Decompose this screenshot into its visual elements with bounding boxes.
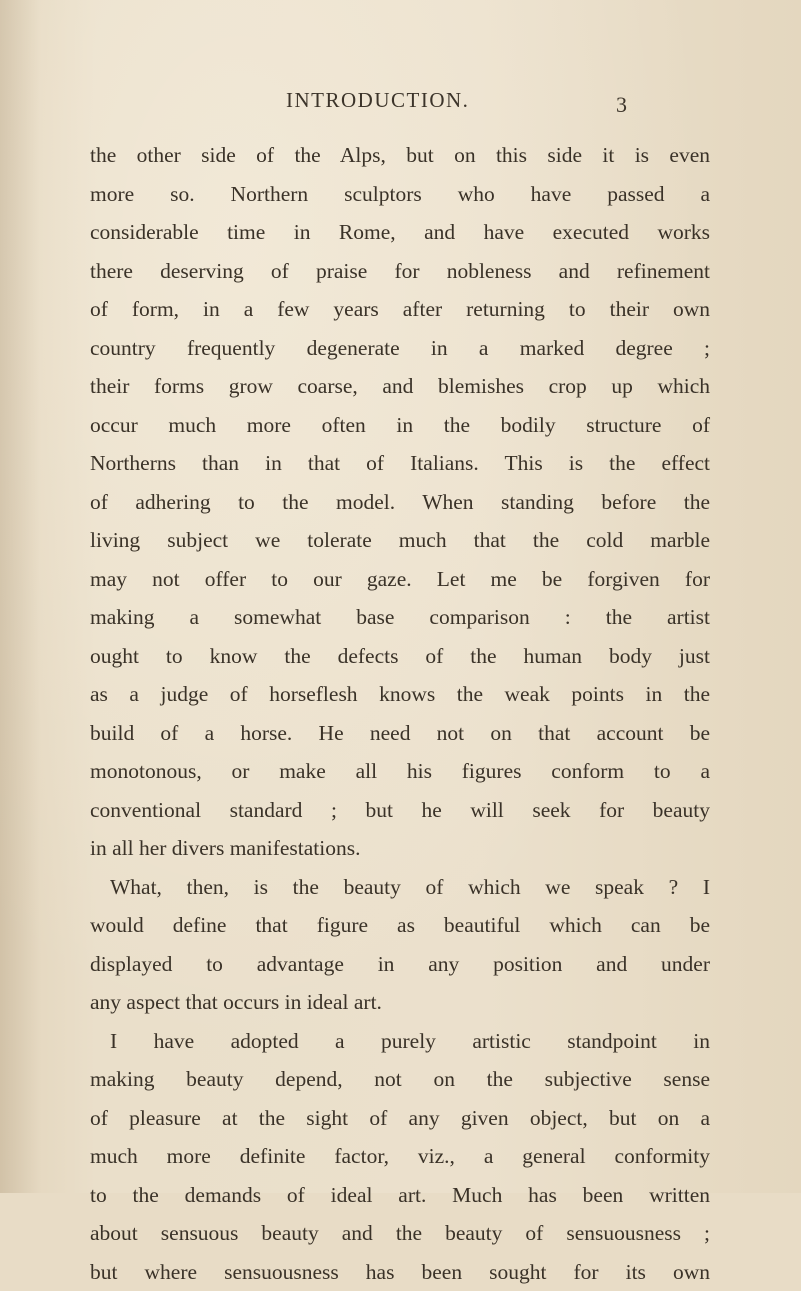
text-line: about sensuous beauty and the beauty of sensuousness ;: [90, 1214, 710, 1253]
body-text: [90, 136, 710, 1291]
text-line: ought to know the defects of the human body just: [90, 637, 710, 676]
text-line: much more definite factor, viz., a general conformity: [90, 1137, 710, 1176]
paragraph-end-line: any aspect that occurs in ideal art.: [90, 983, 710, 1022]
text-line: to the demands of ideal art. Much has been written: [90, 1176, 710, 1215]
page-edge-shadow: [0, 0, 40, 1193]
text-line: their forms grow coarse, and blemishes crop up which: [90, 367, 710, 406]
text-line: as a judge of horseflesh knows the weak points in the: [90, 675, 710, 714]
text-line: may not offer to our gaze. Let me be forgiven for: [90, 560, 710, 599]
text-line: of pleasure at the sight of any given object, but on a: [90, 1099, 710, 1138]
text-line: but where sensuousness has been sought for its own: [90, 1253, 710, 1291]
text-line: the other side of the Alps, but on this side it is even: [90, 136, 710, 175]
paragraph-end-line: in all her divers manifestations.: [90, 829, 710, 868]
running-title: INTRODUCTION.: [286, 88, 469, 113]
text-line: Northerns than in that of Italians. This is the effect: [90, 444, 710, 483]
text-line: country frequently degenerate in a marked degree ;: [90, 329, 710, 368]
text-line: would define that figure as beautiful which can be: [90, 906, 710, 945]
text-line: build of a horse. He need not on that account be: [90, 714, 710, 753]
text-line: displayed to advantage in any position and under: [90, 945, 710, 984]
text-line: more so. Northern sculptors who have passed a: [90, 175, 710, 214]
text-line: making beauty depend, not on the subjective sense: [90, 1060, 710, 1099]
text-line: of form, in a few years after returning to their own: [90, 290, 710, 329]
paragraph-start-line: I have adopted a purely artistic standpoint in: [90, 1022, 710, 1061]
page-number: 3: [616, 92, 627, 118]
text-line: of adhering to the model. When standing before the: [90, 483, 710, 522]
text-line: conventional standard ; but he will seek for beauty: [90, 791, 710, 830]
paragraph-start-line: What, then, is the beauty of which we speak ? I: [90, 868, 710, 907]
running-head: [0, 88, 801, 118]
text-line: living subject we tolerate much that the cold marble: [90, 521, 710, 560]
text-line: considerable time in Rome, and have executed works: [90, 213, 710, 252]
text-line: there deserving of praise for nobleness and refinement: [90, 252, 710, 291]
text-line: occur much more often in the bodily structure of: [90, 406, 710, 445]
text-line: monotonous, or make all his figures conform to a: [90, 752, 710, 791]
text-line: making a somewhat base comparison : the artist: [90, 598, 710, 637]
